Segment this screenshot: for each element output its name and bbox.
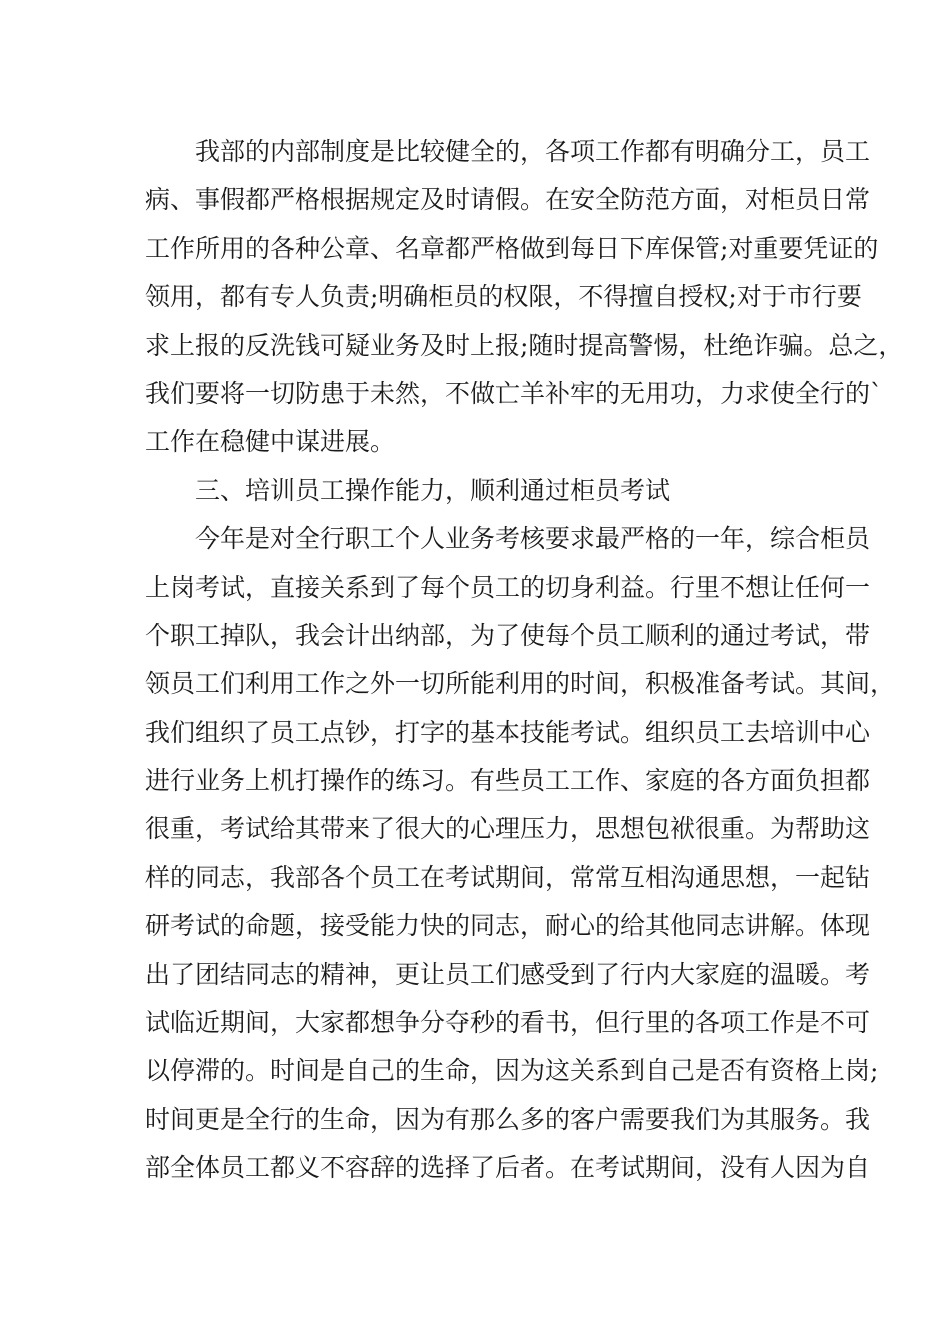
text-line: 工作所用的各种公章、名章都严格做到每日下库保管;对重要凭证的 bbox=[145, 233, 879, 263]
text-line: 我部的内部制度是比较健全的，各项工作都有明确分工，员工 bbox=[195, 137, 871, 166]
text-line: 求上报的反洗钱可疑业务及时上报;随时提高警惕，杜绝诈骗。总之， bbox=[145, 330, 904, 360]
paragraph-training-exam bbox=[145, 515, 896, 1192]
text-line: 个职工掉队，我会计出纳部，为了使每个员工顺利的通过考试，带 bbox=[145, 620, 871, 650]
text-line: 样的同志，我部各个员工在考试期间，常常互相沟通思想，一起钻 bbox=[145, 862, 871, 892]
text-line: 出了团结同志的精神，更让员工们感受到了行内大家庭的温暖。考 bbox=[145, 959, 871, 989]
text-line: 进行业务上机打操作的练习。有些员工工作、家庭的各方面负担都 bbox=[145, 766, 871, 796]
text-line: 上岗考试，直接关系到了每个员工的切身利益。行里不想让任何一 bbox=[145, 572, 871, 602]
text-line: 今年是对全行职工个人业务考核要求最严格的一年，综合柜员 bbox=[195, 524, 871, 554]
text-line: 部全体员工都义不容辞的选择了后者。在考试期间，没有人因为自 bbox=[145, 1153, 871, 1183]
text-line: 领用，都有专人负责;明确柜员的权限，不得擅自授权;对于市行要 bbox=[145, 282, 862, 312]
text-line: 工作在稳健中谋进展。 bbox=[145, 427, 396, 457]
text-line: 我们要将一切防患于未然，不做亡羊补牢的无用功，力求使全行的` bbox=[145, 378, 883, 408]
section-heading bbox=[145, 467, 825, 515]
text-line: 时间更是全行的生命，因为有那么多的客户需要我们为其服务。我 bbox=[145, 1104, 871, 1134]
text-line: 试临近期间，大家都想争分夺秒的看书，但行里的各项工作是不可 bbox=[145, 1008, 871, 1038]
document-body bbox=[145, 128, 904, 1193]
text-line: 领员工们利用工作之外一切所能利用的时间，积极准备考试。其间， bbox=[145, 669, 896, 699]
paragraph-internal-system bbox=[145, 128, 904, 467]
section-heading-text: 三、培训员工操作能力，顺利通过柜员考试 bbox=[195, 475, 671, 505]
text-line: 我们组织了员工点钞，打字的基本技能考试。组织员工去培训中心 bbox=[145, 717, 871, 747]
text-line: 病、事假都严格根据规定及时请假。在安全防范方面，对柜员日常 bbox=[145, 185, 871, 215]
text-line: 以停滞的。时间是自己的生命，因为这关系到自己是否有资格上岗; bbox=[145, 1056, 879, 1086]
text-line: 很重，考试给其带来了很大的心理压力，思想包袱很重。为帮助这 bbox=[145, 814, 871, 844]
text-line: 研考试的命题，接受能力快的同志，耐心的给其他同志讲解。体现 bbox=[145, 911, 871, 941]
